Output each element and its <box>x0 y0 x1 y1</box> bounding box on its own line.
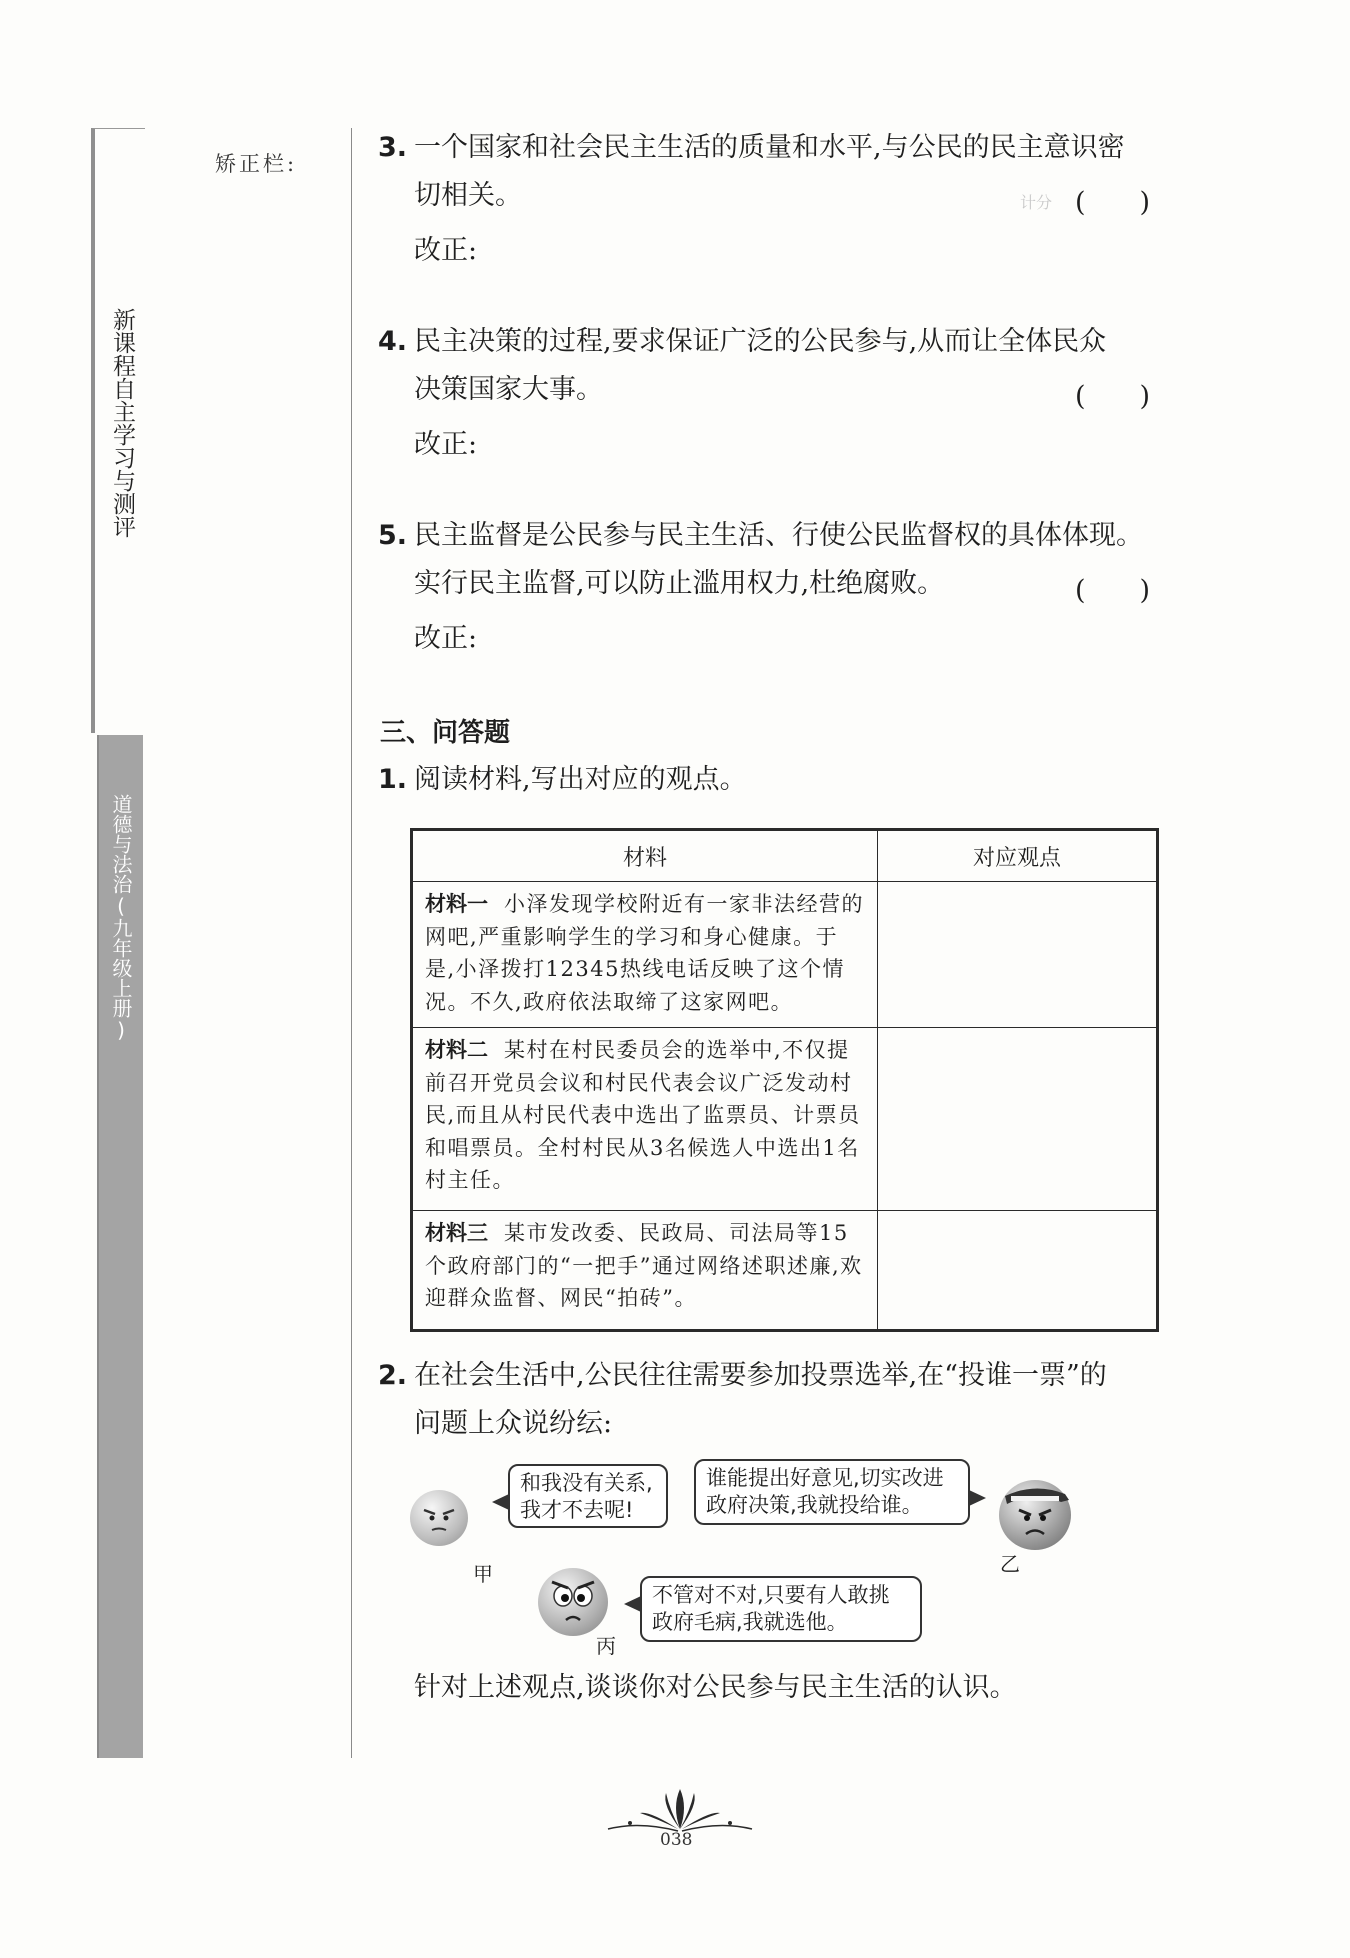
material-tag: 材料一 <box>425 892 488 916</box>
book-subject-title: 道德与法治(九年级上册) <box>109 794 133 1042</box>
materials-table <box>410 828 1159 1332</box>
question-number: 5. <box>378 520 408 551</box>
material-tag: 材料二 <box>425 1038 488 1062</box>
question-1 <box>378 756 1168 804</box>
bing-speech-bubble: 不管对不对,只要有人敢挑政府毛病,我就选他。 <box>640 1576 922 1642</box>
table-header-material: 材料 <box>412 830 878 882</box>
yi-face-icon <box>999 1480 1071 1550</box>
page-number: 038 <box>660 1830 693 1850</box>
question-number: 4. <box>378 326 408 357</box>
bubble-tail <box>624 1596 641 1612</box>
table-row <box>412 1211 1158 1331</box>
question-text-line1: 在社会生活中,公民往往需要参加投票选举,在“投谁一票”的 <box>414 1360 1107 1391</box>
table-header-viewpoint: 对应观点 <box>878 830 1158 882</box>
question-number: 2. <box>378 1360 408 1391</box>
material-text: 某村在村民委员会的选举中,不仅提前召开党员会议和村民代表会议广泛发动村民,而且从村民代表中选出了监票员、计票员和唱票员。全村村民从3名候选人中选出1名村主任。 <box>425 1038 861 1192</box>
answer-paren[interactable]: ( ) <box>1075 187 1151 218</box>
section-title: 三、问答题 <box>380 718 511 748</box>
jia-label: 甲 <box>473 1562 493 1586</box>
yi-label: 乙 <box>1000 1552 1020 1576</box>
question-2-prompt: 针对上述观点,谈谈你对公民参与民主生活的认识。 <box>414 1672 1017 1703</box>
question-text-line2: 切相关。 <box>414 180 522 211</box>
bing-face-icon <box>538 1568 608 1636</box>
viewpoint-answer-cell[interactable] <box>878 882 1158 1028</box>
viewpoint-answer-cell[interactable] <box>878 1028 1158 1211</box>
question-5 <box>378 512 1178 608</box>
yi-speech-bubble: 谁能提出好意见,切实改进政府决策,我就投给谁。 <box>694 1459 970 1525</box>
question-2 <box>378 1352 1178 1448</box>
question-number: 3. <box>378 132 408 163</box>
question-text-line1: 一个国家和社会民主生活的质量和水平,与公民的民主意识密 <box>414 132 1125 163</box>
question-text: 阅读材料,写出对应的观点。 <box>414 764 747 795</box>
correction-label: 改正: <box>414 623 478 654</box>
table-row <box>412 882 1158 1028</box>
answer-paren[interactable]: ( ) <box>1075 381 1151 412</box>
viewpoint-answer-cell[interactable] <box>878 1211 1158 1331</box>
material-tag: 材料三 <box>425 1221 488 1245</box>
table-row <box>412 1028 1158 1211</box>
question-text-line2: 实行民主监督,可以防止滥用权力,杜绝腐败。 <box>414 568 945 599</box>
footer-ornament <box>600 1785 760 1835</box>
faint-mark: 计分 <box>1020 193 1053 212</box>
bubble-tail <box>492 1494 509 1510</box>
material-cell <box>412 1028 878 1211</box>
jia-face-icon <box>410 1490 468 1546</box>
question-4 <box>378 318 1168 414</box>
material-cell <box>412 882 878 1028</box>
bubble-tail <box>969 1490 986 1506</box>
correction-column-label: 矫正栏: <box>215 152 298 176</box>
correction-label: 改正: <box>414 235 478 266</box>
correction-label: 改正: <box>414 429 478 460</box>
bing-label: 丙 <box>596 1634 616 1658</box>
table-header-row <box>412 830 1158 882</box>
question-text-line2: 决策国家大事。 <box>414 374 603 405</box>
question-text-line1: 民主监督是公民参与民主生活、行使公民监督权的具体体现。 <box>414 520 1143 551</box>
question-text-line1: 民主决策的过程,要求保证广泛的公民参与,从而让全体民众 <box>414 326 1107 357</box>
material-text: 某市发改委、民政局、司法局等15个政府部门的“一把手”通过网络述职述廉,欢迎群众监督、网民“拍砖”。 <box>425 1221 863 1310</box>
material-cell <box>412 1211 878 1331</box>
answer-paren[interactable]: ( ) <box>1075 575 1151 606</box>
jia-speech-bubble: 和我没有关系,我才不去呢! <box>508 1464 668 1528</box>
question-text-line2: 问题上众说纷纭: <box>414 1408 613 1439</box>
book-series-title: 新课程自主学习与测评 <box>109 308 135 538</box>
question-number: 1. <box>378 764 408 795</box>
material-text: 小泽发现学校附近有一家非法经营的网吧,严重影响学生的学习和身心健康。于是,小泽拨打12345热线电话反映了这个情况。不久,政府依法取缔了这家网吧。 <box>425 892 864 1014</box>
margin-divider <box>351 128 352 1758</box>
